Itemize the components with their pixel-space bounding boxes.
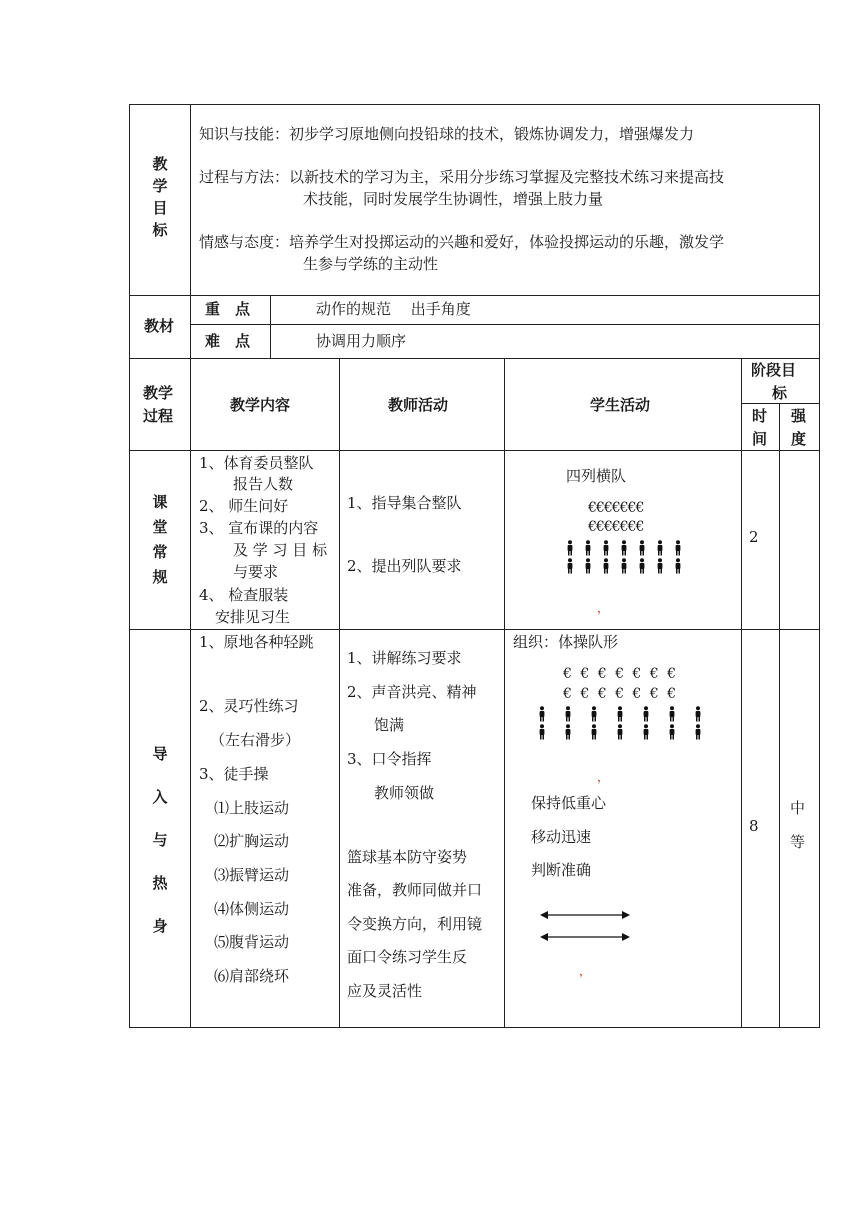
table-rule — [779, 403, 780, 1028]
formation-people-row-4 — [538, 724, 720, 740]
material-label: 教材 — [144, 317, 175, 335]
list-item: ⑴上肢运动 — [214, 799, 290, 817]
warmup-formation-title: 组织：体操队形 — [513, 633, 619, 651]
list-item: ⑶振臂运动 — [214, 866, 290, 884]
list-item: 3、徒手操 — [199, 765, 269, 783]
table-border-bottom — [129, 1027, 820, 1028]
objective-process-line1: 过程与方法：以新技术的学习为主，采用分步练习掌握及完整技术练习来提高技 — [199, 168, 725, 186]
person-icon — [620, 540, 628, 556]
person-icon — [642, 706, 650, 722]
list-item: 3、口令指挥 — [347, 750, 432, 768]
person-icon — [616, 706, 624, 722]
list-item: 2、灵巧性练习 — [199, 697, 299, 715]
key-point-value: 动作的规范 出手角度 — [316, 300, 471, 318]
person-icon — [656, 540, 664, 556]
table-border-right — [819, 104, 820, 1028]
person-icon — [694, 724, 702, 740]
routine-time: 2 — [749, 528, 759, 546]
formation-people-row-2 — [566, 558, 692, 574]
objective-emotion-line2: 生参与学练的主动性 — [303, 255, 439, 273]
list-item: （左右滑步） — [210, 731, 301, 749]
objective-process-line2: 术技能，同时发展学生协调性，增强上肢力量 — [303, 190, 604, 208]
table-border-top — [129, 104, 820, 105]
list-item: 安排见习生 — [215, 608, 291, 626]
person-icon — [564, 706, 572, 722]
list-item: 令变换方向，利用镜 — [347, 915, 483, 933]
table-rule — [190, 324, 820, 325]
person-icon — [564, 724, 572, 740]
formation-people-row-1 — [566, 540, 692, 556]
warmup-comma-1: ， — [597, 770, 610, 784]
list-item: ⑵扩胸运动 — [214, 832, 290, 850]
person-icon — [668, 706, 676, 722]
list-item: 报告人数 — [233, 475, 294, 493]
formation-row-2: €€€€€€€ — [588, 519, 644, 535]
double-arrow-icon — [540, 930, 630, 944]
warmup-label: 导 入 与 热 身 — [152, 745, 168, 935]
header-teacher: 教师活动 — [388, 396, 449, 414]
objective-emotion-line1: 情感与态度：培养学生对投掷运动的兴趣和爱好，体验投掷运动的乐趣，激发学 — [199, 233, 725, 251]
person-icon — [538, 724, 546, 740]
list-item: 饱满 — [374, 716, 405, 734]
routine-teacher-1: 1、指导集合整队 — [347, 494, 462, 512]
table-rule — [129, 450, 820, 451]
formation-row-1: €€€€€€€ — [588, 500, 644, 516]
header-intensity-line2: 度 — [791, 430, 807, 448]
routine-teacher-2: 2、提出列队要求 — [347, 557, 462, 575]
person-icon — [584, 540, 592, 556]
note-item: 判断准确 — [531, 861, 592, 879]
list-item: 1、原地各种轻跳 — [199, 633, 314, 651]
list-item: 准备，教师同做并口 — [347, 881, 483, 899]
header-intensity-line1: 强 — [791, 407, 807, 425]
warmup-time: 8 — [749, 817, 759, 835]
warmup-intensity-line1: 中 — [790, 799, 806, 817]
person-icon — [590, 706, 598, 722]
person-icon — [656, 558, 664, 574]
formation-row-1: € € € € € € € — [563, 666, 677, 682]
warmup-intensity-line2: 等 — [790, 833, 806, 851]
header-content: 教学内容 — [230, 396, 291, 414]
objectives-label: 教 学 目 标 — [152, 155, 168, 239]
list-item: 2、 师生问好 — [199, 497, 289, 515]
list-item: 1、讲解练习要求 — [347, 649, 462, 667]
table-rule — [129, 358, 820, 359]
list-item: 3、 宣布课的内容 — [199, 519, 319, 537]
table-rule — [129, 295, 820, 296]
table-rule — [741, 403, 820, 404]
double-arrow-icon — [540, 908, 630, 922]
person-icon — [602, 540, 610, 556]
header-student: 学生活动 — [590, 396, 651, 414]
header-time-line2: 间 — [752, 430, 768, 448]
table-rule — [129, 629, 820, 630]
header-stage-line1: 阶段目 — [751, 361, 797, 379]
table-rule — [504, 358, 505, 1028]
person-icon — [584, 558, 592, 574]
routine-formation-title: 四列横队 — [566, 467, 627, 485]
person-icon — [538, 706, 546, 722]
person-icon — [674, 558, 682, 574]
person-icon — [616, 724, 624, 740]
header-process-line1: 教学 — [143, 384, 174, 402]
list-item: 应及灵活性 — [347, 982, 423, 1000]
list-item: 篮球基本防守姿势 — [347, 848, 468, 866]
list-item: 面口令练习学生反 — [347, 948, 468, 966]
person-icon — [694, 706, 702, 722]
list-item: 教师领做 — [374, 784, 435, 802]
table-rule — [270, 295, 271, 358]
list-item: 4、 检查服装 — [199, 586, 289, 604]
note-item: 保持低重心 — [531, 794, 607, 812]
header-stage-line2: 标 — [772, 384, 788, 402]
table-rule — [190, 104, 191, 1028]
list-item: 1、体育委员整队 — [199, 454, 314, 472]
list-item: 及 学 习 目 标 — [233, 541, 328, 559]
routine-comma: ， — [597, 601, 610, 615]
person-icon — [566, 540, 574, 556]
header-time-line1: 时 — [752, 407, 768, 425]
person-icon — [638, 558, 646, 574]
person-icon — [620, 558, 628, 574]
list-item: 2、声音洪亮、精神 — [347, 683, 477, 701]
list-item: ⑸腹背运动 — [214, 933, 290, 951]
warmup-comma-2: ， — [579, 964, 592, 978]
table-rule — [339, 358, 340, 1028]
routine-label: 课 堂 常 规 — [152, 493, 168, 586]
person-icon — [642, 724, 650, 740]
person-icon — [566, 558, 574, 574]
objective-knowledge: 知识与技能：初步学习原地侧向投铅球的技术，锻炼协调发力，增强爆发力 — [199, 125, 695, 143]
person-icon — [590, 724, 598, 740]
difficulty-value: 协调用力顺序 — [316, 332, 407, 350]
person-icon — [674, 540, 682, 556]
person-icon — [668, 724, 676, 740]
difficulty-label: 难 点 — [205, 332, 251, 350]
person-icon — [638, 540, 646, 556]
list-item: ⑷体侧运动 — [214, 900, 290, 918]
formation-row-2: € € € € € € € — [563, 686, 677, 702]
header-process-line2: 过程 — [143, 407, 174, 425]
table-rule — [741, 358, 742, 1028]
key-point-label: 重 点 — [205, 300, 251, 318]
list-item: 与要求 — [233, 563, 279, 581]
formation-people-row-3 — [538, 706, 720, 722]
person-icon — [602, 558, 610, 574]
list-item: ⑹肩部绕环 — [214, 967, 290, 985]
note-item: 移动迅速 — [531, 828, 592, 846]
